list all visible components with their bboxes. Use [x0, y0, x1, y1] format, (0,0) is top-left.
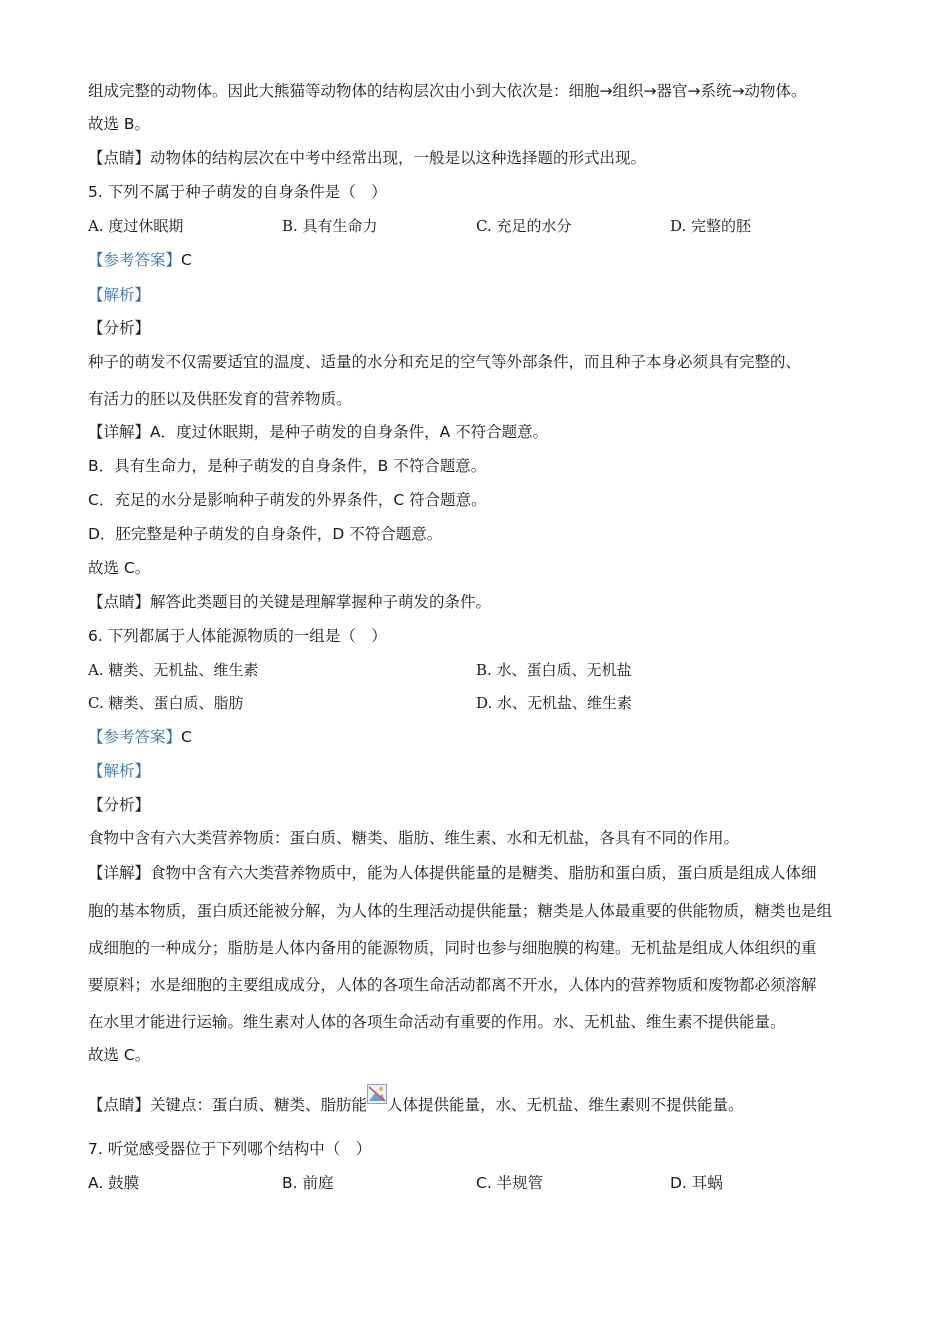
q6-option-c: C. 糖类、蛋白质、脂肪: [88, 694, 244, 712]
text-line: 故选 B。: [88, 115, 151, 133]
question-6: 6. 下列都属于人体能源物质的一组是（ ）: [88, 627, 387, 645]
broken-image-icon: [367, 1084, 387, 1104]
text-line: 【点睛】关键点：蛋白质、糖类、脂肪能 人体提供能量，水、无机盐、维生素则不提供能量。: [88, 1092, 744, 1116]
answer-value: C: [181, 728, 192, 746]
text-line: 故选 C。: [88, 559, 151, 577]
answer-value: C: [181, 251, 192, 269]
text-line: 【详解】食物中含有六大类营养物质中，能为人体提供能量的是糖类、脂肪和蛋白质，蛋白质是组成人体细: [88, 864, 817, 882]
q5-option-b: B. 具有生命力: [282, 217, 378, 235]
text-line: 有活力的胚以及供胚发育的营养物质。: [88, 390, 352, 408]
q5-option-d: D. 完整的胚: [670, 217, 752, 235]
q7-option-c: C. 半规管: [476, 1174, 544, 1192]
text-line: 【详解】A．度过休眠期，是种子萌发的自身条件，A 不符合题意。: [88, 423, 549, 441]
text-line: B．具有生命力，是种子萌发的自身条件，B 不符合题意。: [88, 457, 487, 475]
text-line: D．胚完整是种子萌发的自身条件，D 不符合题意。: [88, 525, 443, 543]
q6-option-b: B. 水、蛋白质、无机盐: [476, 661, 632, 679]
text-line: 成细胞的一种成分；脂肪是人体内备用的能源物质，同时也参与细胞膜的构建。无机盐是组成人体组织的重: [88, 939, 817, 957]
q7-option-a: A. 鼓膜: [88, 1174, 140, 1192]
q7-option-b: B. 前庭: [282, 1174, 334, 1192]
question-7: 7. 听觉感受器位于下列哪个结构中（ ）: [88, 1140, 372, 1158]
jiexi-label: 【解析】: [88, 286, 151, 304]
text-line: 食物中含有六大类营养物质：蛋白质、糖类、脂肪、维生素、水和无机盐，各具有不同的作用。: [88, 829, 740, 847]
answer-label: 【参考答案】: [88, 251, 182, 269]
answer-label: 【参考答案】: [88, 728, 182, 746]
text-line: C．充足的水分是影响种子萌发的外界条件，C 符合题意。: [88, 491, 487, 509]
text-line: 【点睛】解答此类题目的关键是理解掌握种子萌发的条件。: [88, 593, 492, 611]
fenxi-label: 【分析】: [88, 319, 151, 337]
text-line: 故选 C。: [88, 1046, 151, 1064]
q6-option-d: D. 水、无机盐、维生素: [476, 694, 633, 712]
text-line: 胞的基本物质，蛋白质还能被分解，为人体的生理活动提供能量；糖类是人体最重要的供能物质，糖类也是组: [88, 902, 833, 920]
text-line: 组成完整的动物体。因此大熊猫等动物体的结构层次由小到大依次是：细胞→组织→器官→系统→动物体。: [88, 82, 807, 100]
text-line: 在水里才能进行运输。维生素对人体的各项生命活动有重要的作用。水、无机盐、维生素不提供能量。: [88, 1013, 786, 1031]
q6-option-a: A. 糖类、无机盐、维生素: [88, 661, 259, 679]
jiexi-label: 【解析】: [88, 762, 151, 780]
text-line: 种子的萌发不仅需要适宜的温度、适量的水分和充足的空气等外部条件，而且种子本身必须具有完整的、: [88, 353, 802, 371]
text-line: 要原料；水是细胞的主要组成成分，人体的各项生命活动都离不开水，人体内的营养物质和废物都必须溶解: [88, 976, 817, 994]
q5-option-a: A. 度过休眠期: [88, 217, 184, 235]
q5-option-c: C. 充足的水分: [476, 217, 572, 235]
question-5: 5. 下列不属于种子萌发的自身条件是（ ）: [88, 183, 387, 201]
fenxi-label: 【分析】: [88, 796, 151, 814]
text-line: 【点睛】动物体的结构层次在中考中经常出现，一般是以这种选择题的形式出现。: [88, 149, 647, 167]
q6-answer: [88, 726, 192, 748]
q7-option-d: D. 耳蜗: [670, 1174, 723, 1192]
q5-answer: [88, 249, 192, 271]
